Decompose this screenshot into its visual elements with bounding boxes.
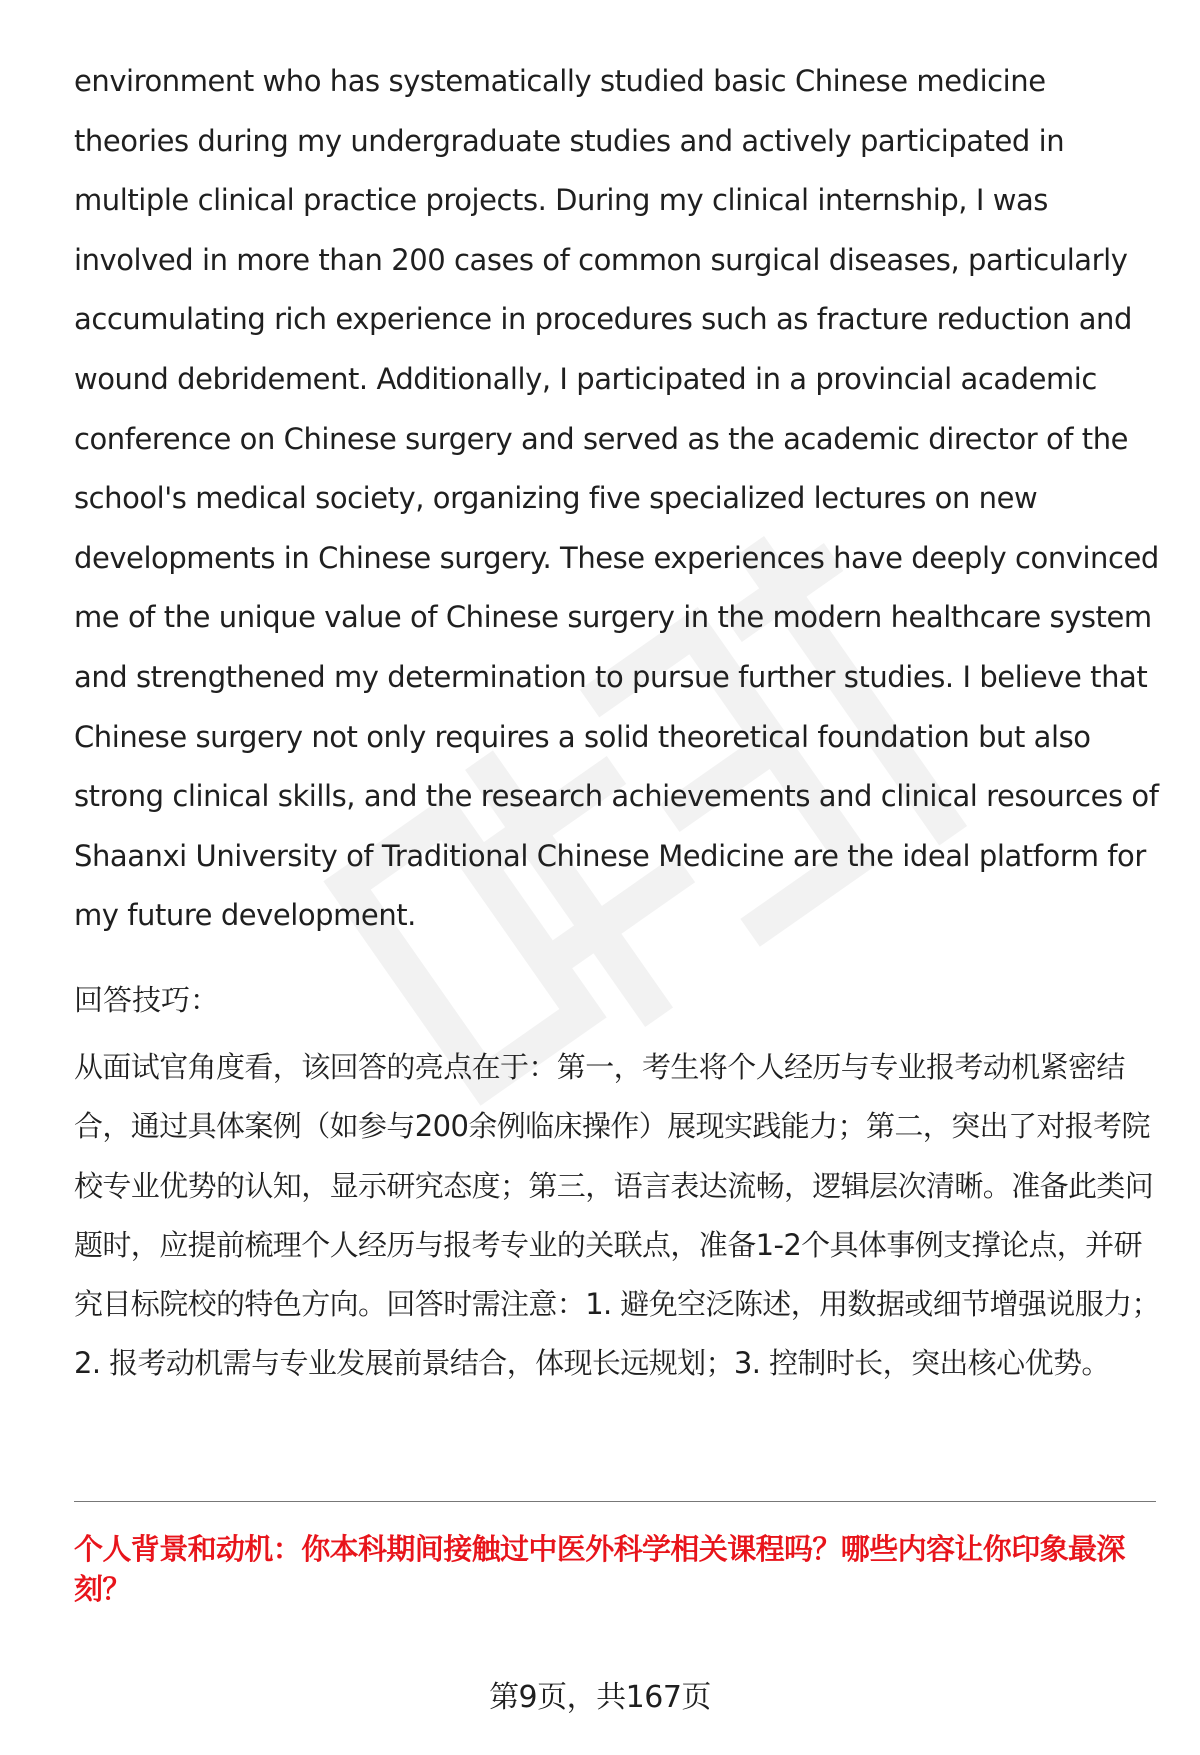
section-divider	[74, 1501, 1156, 1502]
next-question-heading: 个人背景和动机：你本科期间接触过中医外科学相关课程吗？哪些内容让你印象最深刻？	[74, 1532, 1125, 1606]
english-answer-paragraph: environment who has systematically studied basic Chinese medicine theories during my undergraduate studies and actively participated in multiple clinical practice projects. During my clinical internship, I was involved in more than 200 cases of common surgical diseases, particularly accumulating rich experience in procedures such as fracture reduction and wound debridement. Additionally, I participated in a provincial academic conference on Chinese surgery and served as the academic director of the school's medical society, organizing five specialized lectures on new developments in Chinese surgery. These experiences have deeply convinced me of the unique value of Chinese surgery in the modern healthcare system and strengthened my determination to pursue further studies. I believe that Chinese surgery not only requires a solid theoretical foundation but also strong clinical skills, and the research achievements and clinical resources of Shaanxi University of Traditional Chinese Medicine are the ideal platform for my future development.	[74, 64, 1159, 933]
page-number-footer: 第9页，共167页	[489, 1680, 711, 1715]
tips-body-paragraph: 从面试官角度看，该回答的亮点在于：第一，考生将个人经历与专业报考动机紧密结合，通过具体案例（如参与200余例临床操作）展现实践能力；第二，突出了对报考院校专业优势的认知，显示研究态度；第三，语言表达流畅，逻辑层次清晰。准备此类问题时，应提前梳理个人经历与报考专业的关联点，准备1-2个具体事例支撑论点，并研究目标院校的特色方向。回答时需注意：1. 避免空泛陈述，用数据或细节增强说服力；2. 报考动机需与专业发展前景结合，体现长远规划；3. 控制时长，突出核心优势。	[74, 1050, 1160, 1381]
tips-heading: 回答技巧：	[74, 983, 220, 1017]
